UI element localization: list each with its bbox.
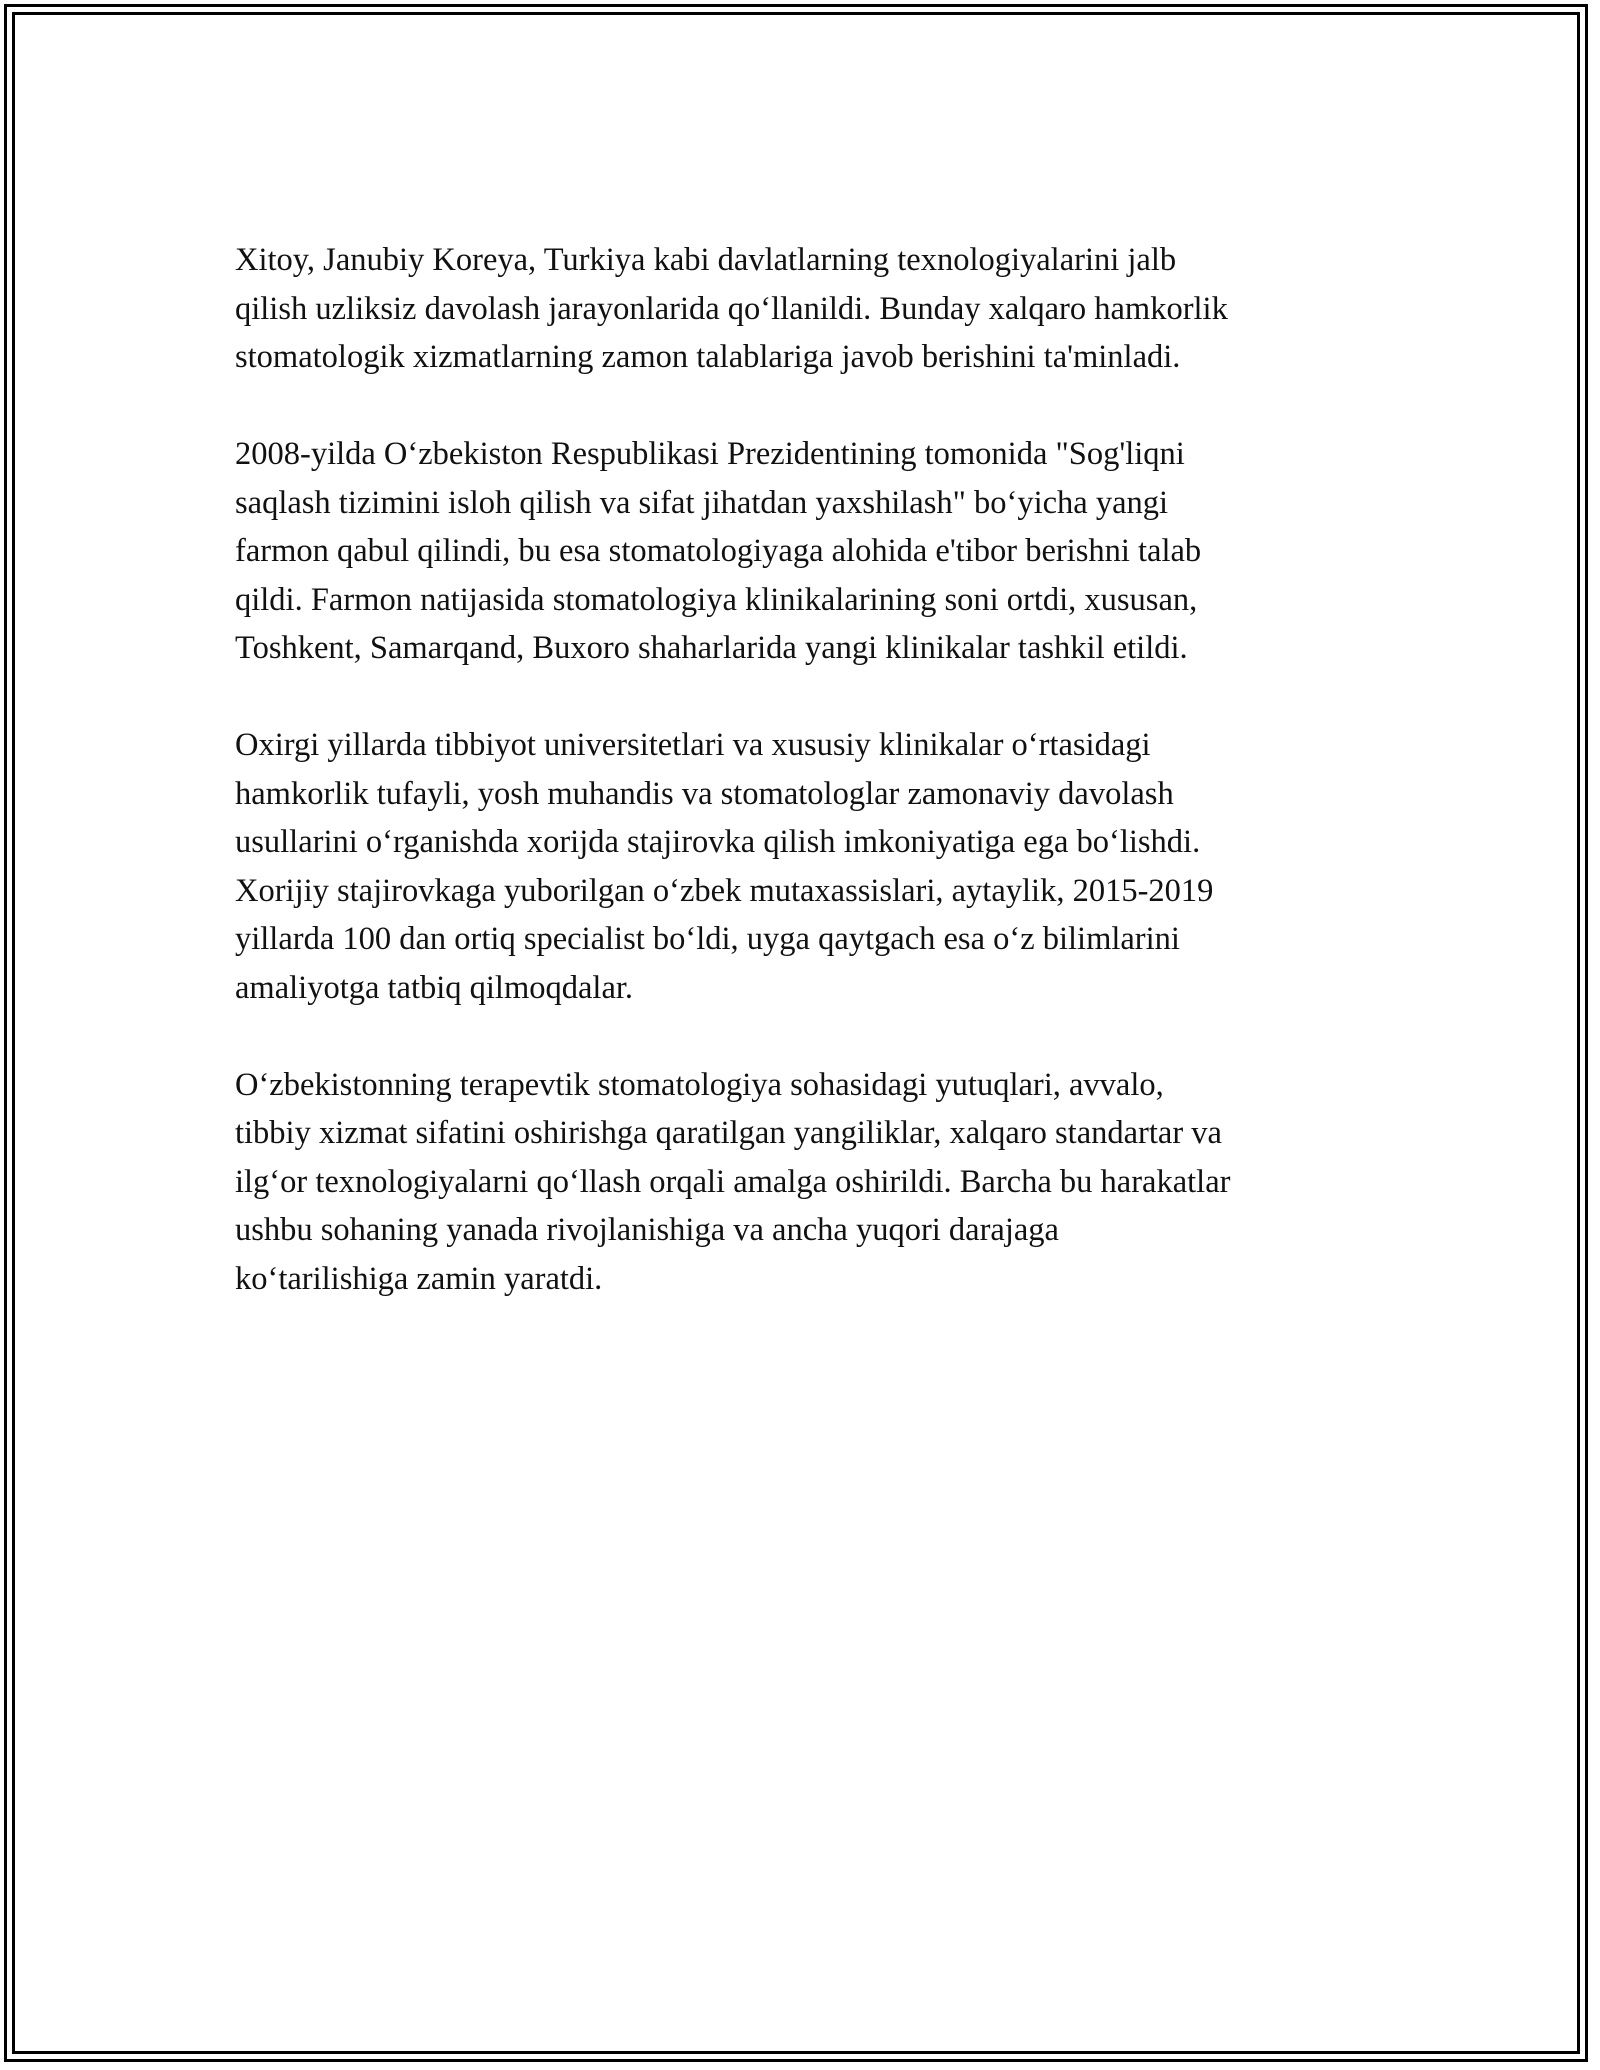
text-line: tibbiy xizmat sifatini oshirishga qaratilgan yangiliklar, xalqaro standartar va	[235, 1115, 1222, 1151]
text-line: saqlash tizimini isloh qilish va sifat jihatdan yaxshilash" bo‘yicha yangi	[235, 484, 1169, 521]
document-body	[235, 236, 1375, 1352]
text-line: qildi. Farmon natijasida stomatologiya klinikalarining soni ortdi, xususan,	[235, 581, 1198, 618]
text-line: yillarda 100 dan ortiq specialist bo‘ldi, uyga qaytgach esa o‘z bilimlarini	[235, 921, 1180, 957]
text-line: ko‘tarilishiga zamin yaratdi.	[235, 1260, 603, 1297]
text-line: hamkorlik tufayli, yosh muhandis va stomatologlar zamonaviy davolash	[235, 775, 1174, 812]
paragraph-1	[235, 236, 1375, 382]
text-line: Oxirgi yillarda tibbiyot universitetlari va xususiy klinikalar o‘rtasidagi	[235, 727, 1151, 763]
text-line: qilish uzliksiz davolash jarayonlarida qo‘llanildi. Bunday xalqaro hamkorlik	[235, 290, 1228, 327]
text-line: Toshkent, Samarqand, Buxoro shaharlarida yangi klinikalar tashkil etildi.	[235, 630, 1188, 666]
text-line: ushbu sohaning yanada rivojlanishiga va ancha yuqori darajaga	[235, 1212, 1059, 1248]
text-line: farmon qabul qilindi, bu esa stomatologiyaga alohida e'tibor berishni talab	[235, 533, 1202, 569]
text-line: stomatologik xizmatlarning zamon talablariga javob berishini ta'minladi.	[235, 339, 1181, 375]
text-line: O‘zbekistonning terapevtik stomatologiya sohasidagi yutuqlari, avvalo,	[235, 1066, 1164, 1103]
text-line: usullarini o‘rganishda xorijda stajirovka qilish imkoniyatiga ega bo‘lishdi.	[235, 824, 1201, 860]
paragraph-3	[235, 721, 1375, 1012]
text-line: ilg‘or texnologiyalarni qo‘llash orqali amalga oshirildi. Barcha bu harakatlar	[235, 1163, 1231, 1200]
text-line: 2008-yilda O‘zbekiston Respublikasi Prezidentining tomonida "Sog'liqni	[235, 436, 1185, 472]
paragraph-4	[235, 1061, 1375, 1304]
text-line: Xitoy, Janubiy Koreya, Turkiya kabi davlatlarning texnologiyalarini jalb	[235, 242, 1177, 278]
text-line: amaliyotga tatbiq qilmoqdalar.	[235, 969, 634, 1006]
paragraph-2	[235, 430, 1375, 673]
text-line: Xorijiy stajirovkaga yuborilgan o‘zbek mutaxassislari, aytaylik, 2015-2019	[235, 872, 1214, 909]
